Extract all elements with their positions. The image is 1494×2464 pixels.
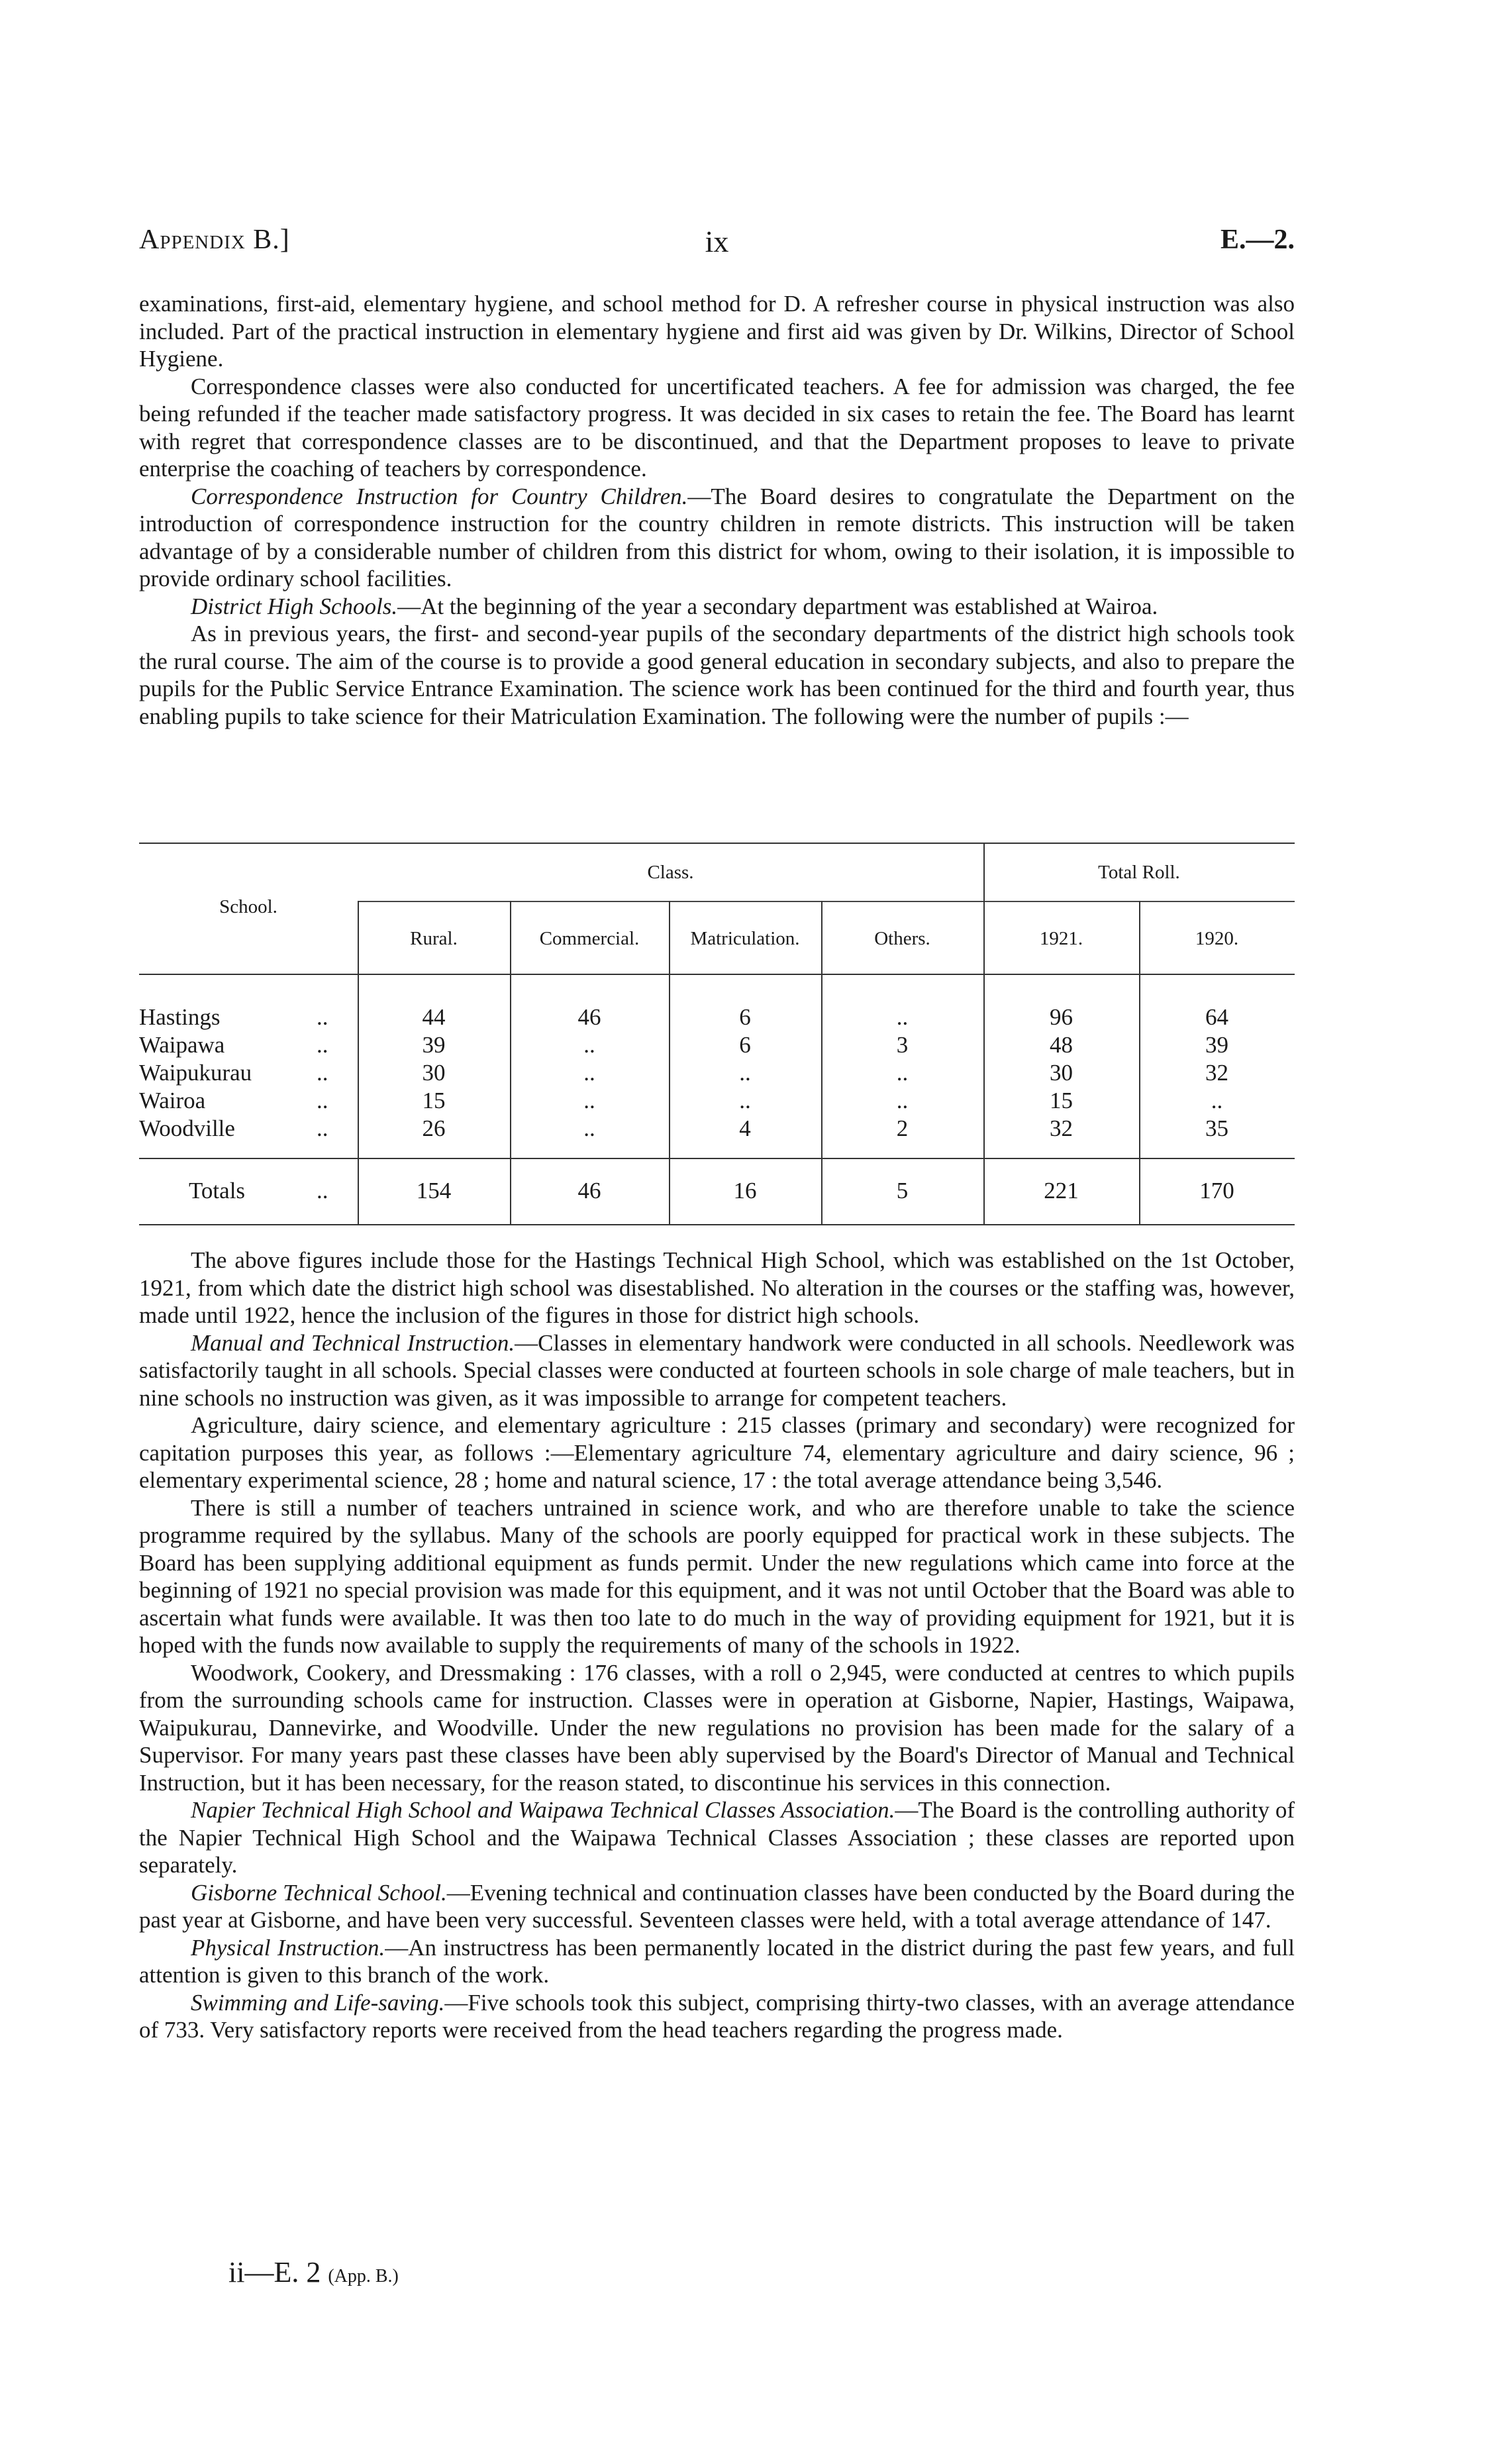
roll-1921-value: 96	[1050, 1004, 1073, 1030]
others-value: 3	[896, 1032, 909, 1058]
total-roll-1921: 221	[1044, 1178, 1079, 1204]
leader-dots: ..	[317, 1060, 328, 1086]
total-matriculation: 16	[733, 1178, 757, 1204]
paragraph-heading: District High Schools.	[191, 593, 398, 619]
header-rural: Rural.	[410, 928, 458, 949]
paragraph	[139, 593, 1295, 621]
header-others: Others.	[874, 928, 930, 949]
others-value: 2	[896, 1115, 909, 1141]
rural-value: 30	[422, 1060, 446, 1086]
signature-line	[228, 2255, 399, 2289]
school-name: Wairoa	[139, 1088, 206, 1113]
paragraph	[139, 1934, 1295, 1989]
paragraph-heading: Correspondence Instruction for Country Children.	[191, 483, 688, 509]
table-bottom-rule	[139, 1224, 1295, 1225]
rural-value: 44	[422, 1004, 446, 1030]
leader-dots: ..	[317, 1004, 328, 1030]
roll-1921-value: 32	[1050, 1115, 1073, 1141]
rural-value: 39	[422, 1032, 446, 1058]
roll-1920-value: 35	[1205, 1115, 1228, 1141]
school-name: Woodville	[139, 1115, 235, 1141]
paragraph-body: —Five schools took this subject, comprising thirty-two classes, with an average attendance of 733. Very satisfactory reports were received from the head teachers regarding the progress made.	[139, 1989, 1295, 2043]
upper-text-block	[139, 290, 1295, 730]
commercial-value: ..	[583, 1115, 595, 1141]
paragraph-heading: Gisborne Technical School.	[191, 1879, 447, 1906]
paragraph: examinations, first-aid, elementary hygiene, and school method for D. A refresher course in physical instruction was also included. Part of the practical instruction in elementary hygiene and first aid was given by Dr. Wilkins, Director of School Hygiene.	[139, 291, 1295, 372]
paragraph-heading: Physical Instruction.	[191, 1934, 385, 1961]
total-commercial: 46	[577, 1178, 601, 1204]
paragraph-heading: Manual and Technical Instruction.	[191, 1329, 515, 1356]
roll-1920-value: 39	[1205, 1032, 1228, 1058]
matriculation-value: 4	[739, 1115, 751, 1141]
header-school: School.	[219, 896, 277, 917]
header-class: Class.	[647, 862, 694, 883]
total-rural: 154	[416, 1178, 452, 1204]
total-roll-1920: 170	[1199, 1178, 1234, 1204]
commercial-value: ..	[583, 1060, 595, 1086]
paragraph-heading: Napier Technical High School and Waipawa Technical Classes Association.	[191, 1797, 895, 1823]
header-1921: 1921.	[1039, 928, 1083, 949]
others-value: ..	[896, 1088, 909, 1113]
paragraph-body: —The Board desires to congratulate the Department on the introduction of correspondence instruction for the country children in remote districts. This instruction will be taken advantage of by a considerable number of children from this district for whom, owing to their isolation, it is impossible to provide ordinary school facilities.	[139, 483, 1295, 591]
others-value: ..	[896, 1060, 909, 1086]
header-appendix: Appendix B.]	[139, 225, 290, 255]
roll-1920-value: 32	[1205, 1060, 1228, 1086]
matriculation-value: ..	[739, 1060, 751, 1086]
header-bottom-rule	[139, 974, 1295, 975]
school-name: Waipawa	[139, 1032, 225, 1058]
matriculation-value: 6	[739, 1032, 751, 1058]
paragraph: As in previous years, the first- and second-year pupils of the secondary departments of the district high schools took the rural course. The aim of the course is to provide a good general education in secondary subjects, and also to prepare the pupils for the Public Service Entrance Examination. The science work has been continued for the third and fourth year, thus enabling pupils to take science for their Matriculation Examination. The following were the number of pupils :—	[139, 621, 1295, 729]
page-header	[139, 224, 1295, 264]
leader-dots: ..	[317, 1088, 328, 1113]
header-commercial: Commercial.	[539, 928, 640, 949]
roll-1921-value: 48	[1050, 1032, 1073, 1058]
header-1920: 1920.	[1195, 928, 1239, 949]
rural-value: 15	[422, 1088, 446, 1113]
matriculation-value: ..	[739, 1088, 751, 1113]
leader-dots: ..	[317, 1178, 328, 1204]
totals-label: Totals	[189, 1178, 246, 1204]
leader-dots: ..	[317, 1115, 328, 1141]
totals-top-rule	[139, 1158, 1295, 1159]
roll-1921-value: 15	[1050, 1088, 1073, 1113]
roll-1921-value: 30	[1050, 1060, 1073, 1086]
class-header-rule	[358, 901, 983, 902]
header-total-roll: Total Roll.	[1098, 862, 1180, 883]
paragraph	[139, 1329, 1295, 1412]
commercial-value: 46	[577, 1004, 601, 1030]
commercial-value: ..	[583, 1088, 595, 1113]
paragraph-body: —The Board is the controlling authority of the Napier Technical High School and the Waipawa Technical Classes Association ; these classes are reported upon separately.	[139, 1797, 1295, 1878]
leader-dots: ..	[317, 1032, 328, 1058]
header-reference: E.—2.	[1220, 225, 1295, 255]
paragraph-body: —An instructress has been permanently located in the district during the past few years, and full attention is given to this branch of the work.	[139, 1934, 1295, 1988]
matriculation-value: 6	[739, 1004, 751, 1030]
school-name: Waipukurau	[139, 1060, 252, 1086]
paragraph-body: —Classes in elementary handwork were conducted in all schools. Needlework was satisfactorily taught in all schools. Special classes were conducted at fourteen schools in sole charge of male teachers, but in nine schools no instruction was given, as it was impossible to arrange for competent teachers.	[139, 1329, 1295, 1411]
total-others: 5	[896, 1178, 909, 1204]
paragraph	[139, 483, 1295, 593]
paragraph	[139, 1989, 1295, 2044]
paragraph: Agriculture, dairy science, and elementary agriculture : 215 classes (primary and secondary) were recognized for capitation purposes this year, as follows :—Elementary agriculture 74, elementary agriculture and dairy science, 96 ; elementary experimental science, 28 ; home and natural science, 17 : the total average attendance being 3,546.	[139, 1412, 1295, 1493]
paragraph: There is still a number of teachers untrained in science work, and who are therefore unable to take the science programme required by the syllabus. Many of the schools are poorly equipped for practical work in these subjects. The Board has been supplying additional equipment as funds permit. Under the new regulations which came into force at the beginning of 1921 no special provision was made for this equipment, and it was not until October that the Board was able to ascertain what funds were available. It was then too late to do much in the way of providing equipment for 1921, but it is hoped with the funds now available to supply the requirements of many of the schools in 1922.	[139, 1494, 1295, 1658]
rural-value: 26	[422, 1115, 446, 1141]
roll-1920-value: ..	[1211, 1088, 1223, 1113]
signature-main: ii—E. 2	[228, 2256, 321, 2288]
paragraph: The above figures include those for the Hastings Technical High School, which was established on the 1st October, 1921, from which date the district high school was disestablished. No alteration in the courses or the staffing was, however, made until 1922, hence the inclusion of the figures in those for district high schools.	[139, 1247, 1295, 1328]
paragraph-body: —Evening technical and continuation classes have been conducted by the Board during the past year at Gisborne, and have been very successful. Seventeen classes were held, with a total average attendance of 147.	[139, 1879, 1295, 1933]
table-top-rule	[139, 843, 1295, 844]
paragraph: Woodwork, Cookery, and Dressmaking : 176 classes, with a roll o 2,945, were conducted at centres to which pupils from the surrounding schools came for instruction. Classes were in operation at Gisborne, Napier, Hastings, Waipawa, Waipukurau, Dannevirke, and Woodville. Under the new regulations no provision has been made for the salary of a Supervisor. For many years past these classes have been ably supervised by the Board's Director of Manual and Technical Instruction, but it has been necessary, for the reason stated, to discontinue his services in this connection.	[139, 1659, 1295, 1796]
paragraph-heading: Swimming and Life-saving.	[191, 1989, 445, 2016]
paragraph	[139, 1796, 1295, 1879]
page-number: ix	[705, 225, 729, 258]
header-matriculation: Matriculation.	[690, 928, 800, 949]
lower-text-block	[139, 1247, 1295, 2044]
school-name: Hastings	[139, 1004, 221, 1030]
others-value: ..	[896, 1004, 909, 1030]
paragraph-body: —At the beginning of the year a secondary department was established at Wairoa.	[397, 593, 1158, 619]
commercial-value: ..	[583, 1032, 595, 1058]
paragraph	[139, 1879, 1295, 1934]
signature-sub: (App. B.)	[328, 2266, 399, 2286]
paragraph: Correspondence classes were also conducted for uncertificated teachers. A fee for admission was charged, the fee being refunded if the teacher made satisfactory progress. It was decided in six cases to retain the fee. The Board has learnt with regret that correspondence classes are to be discontinued, and that the Department proposes to leave to private enterprise the coaching of teachers by correspondence.	[139, 373, 1295, 482]
roll-1920-value: 64	[1205, 1004, 1228, 1030]
